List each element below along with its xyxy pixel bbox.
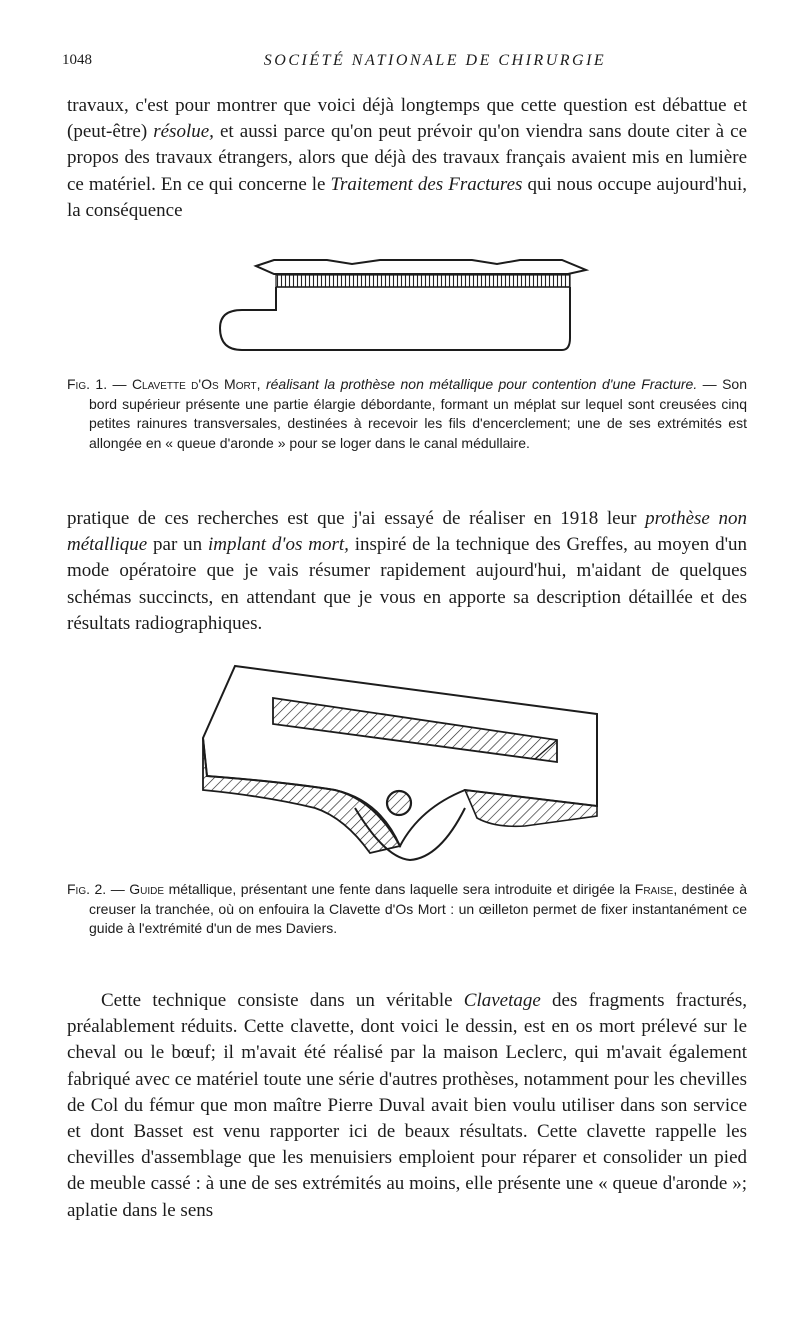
figure-1-caption (67, 375, 747, 453)
figure-2-term-fraise: Fraise, (634, 881, 678, 897)
figure-2-caption (67, 880, 747, 939)
paragraph-2-italic-a: prothèse non métallique (67, 508, 747, 556)
figure-1-description: — Son bord supérieur présente une partie élargie débordante, formant un méplat sur lequel sont creusées cinq petites rainures transversales, destinées à recevoir les fils d'encerclement; une de ses extrémités est allongée en « queue d'aronde » pour se loger dans le canal médullaire. (89, 376, 747, 451)
page-number: 1048 (62, 52, 92, 68)
figure-2-label: Fig. 2. (67, 881, 107, 897)
paragraph-1-italic-a: résolue, (153, 121, 214, 143)
paragraph-3 (67, 988, 747, 1224)
figure-1-dash: — (107, 376, 132, 392)
figure-2-dash: — (106, 881, 130, 897)
figure-2-text-a: métallique, présentant une fente dans laquelle sera introduite et dirigée la (164, 881, 635, 897)
figure-2-term-guide: Guide (129, 881, 165, 897)
paragraph-1-text-c: qui nous occupe aujourd'hui, la conséquence (67, 173, 747, 221)
paragraph-3-italic-a: Clavetage (463, 990, 541, 1011)
paragraph-2-text-a: pratique de ces recherches est que j'ai essayé de réaliser en 1918 leur (67, 508, 646, 529)
paragraph-1-italic-b: Traitement des Fractures (330, 173, 523, 195)
paragraph-1 (67, 93, 747, 224)
paragraph-3-text-b: des fragments fracturés, préalablement réduits. Cette clavette, dont voici le dessin, est en os mort prélevé sur le cheval ou le bœuf; il m'avait été réalisé par la maison Leclerc, qui m'avait également fabriqué avec ce matériel toute une série d'autres prothèses, notamment pour les chevilles de Col du fémur que mon maître Pierre Duval avait bien voulu utiliser dans son service et dont Basset est venu rapporter ici de beaux résultats. Cette clavette rappelle les chevilles d'assemblage que les menuisiers emploient pour réparer et consolider un pied de meuble cassé : à une de ses extrémités au moins, elle présente une « queue d'aronde »; aplatie dans le sens (67, 990, 747, 1221)
figure-1-subtitle: réalisant la prothèse non métallique pour contention d'une Fracture. (260, 376, 698, 392)
figure-1-label: Fig. 1. (67, 376, 108, 392)
figure-1-title: Clavette d'Os Mort, (131, 376, 261, 392)
paragraph-2 (67, 506, 747, 637)
page-header (62, 52, 748, 76)
paragraph-1-text-b: et aussi parce qu'on peut prévoir qu'on viendra sans doute citer à ce propos des travaux étrangers, alors que déjà des travaux français avaient mis en lumière ce matériel. En ce qui concerne le (67, 121, 747, 195)
paragraph-3-text-a: Cette technique consiste dans un véritable (101, 990, 464, 1011)
running-title: SOCIÉTÉ NATIONALE DE CHIRURGIE (263, 52, 607, 69)
paragraph-2-italic-b: implant d'os mort, (208, 534, 349, 556)
paragraph-2-text-b: par un (147, 534, 209, 556)
paragraph-1-text-a: travaux, c'est pour montrer que voici déjà longtemps que cette question est débattue et (peut-être) (67, 95, 747, 143)
paragraph-2-text-c: inspiré de la technique des Greffes, au moyen d'un mode opératoire que je vais résumer rapidement aujourd'hui, m'aidant de quelques schémas succincts, en attendant que je vous en apporte sa description détaillée et des résultats radiographiques. (67, 534, 747, 634)
figure-2-text-b: destinée à creuser la tranchée, où on enfouira la Clavette d'Os Mort : un œilleton permet de fixer instantanément ce guide à l'extrémité d'un de mes Daviers. (89, 881, 747, 936)
figure-2-illustration (195, 658, 615, 868)
figure-1-illustration (212, 250, 592, 362)
